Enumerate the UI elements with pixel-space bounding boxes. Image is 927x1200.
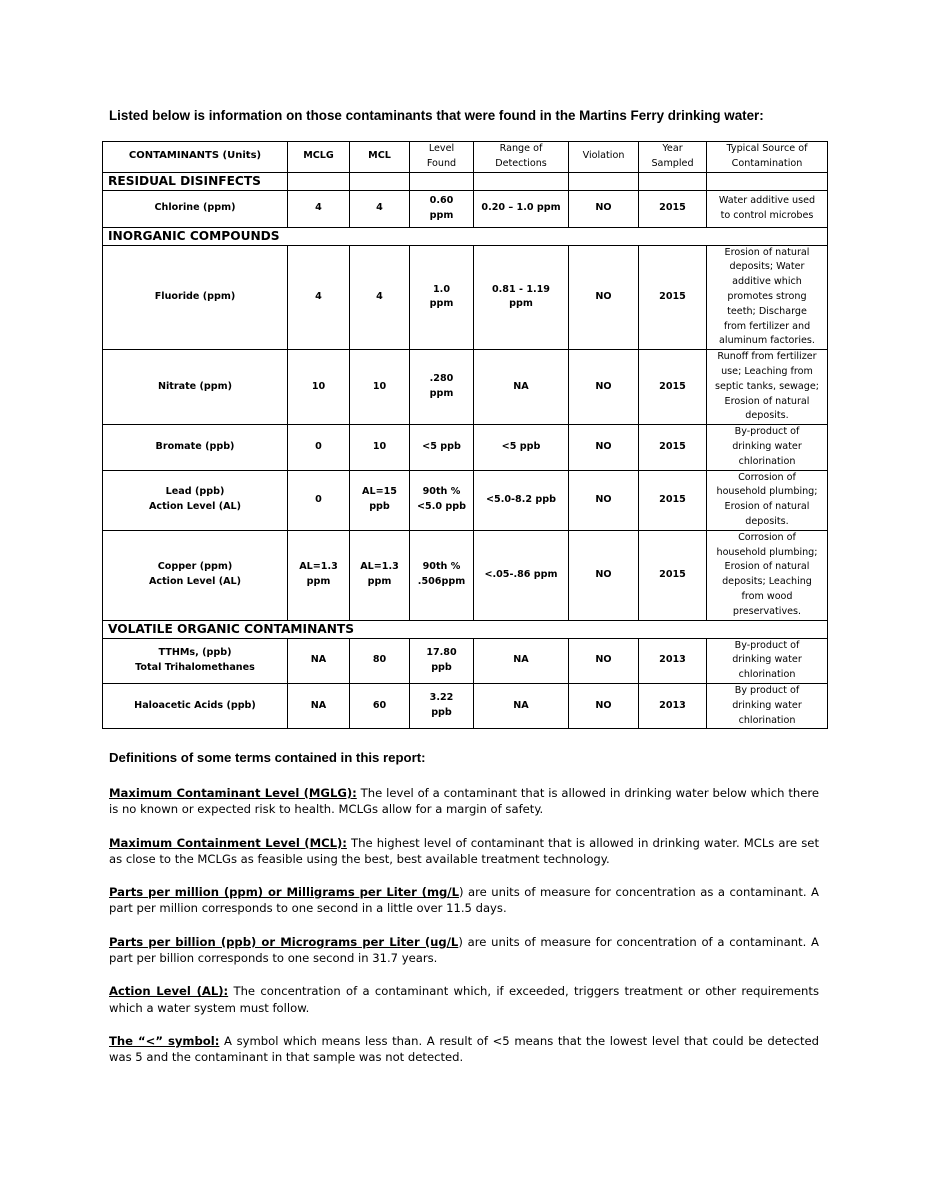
mcl-value-line: 10 [372, 440, 387, 452]
typical-source-line: drinking water [732, 440, 802, 452]
year-sampled: 2013 [639, 638, 707, 683]
header-level-line: Level [428, 143, 455, 154]
mcl-value [350, 425, 410, 470]
contaminant-name [103, 470, 288, 530]
header-mclg: MCLG [288, 142, 350, 173]
typical-source-line: By product of [734, 684, 800, 696]
level-found-line: ppb [431, 707, 452, 719]
header-year-line: Sampled [651, 157, 694, 169]
contaminant-name-line: TTHMs, (ppb) [158, 646, 232, 658]
range-of-detections-line: 0.20 – 1.0 ppm [481, 202, 561, 214]
mclg-value [288, 530, 350, 620]
mclg-value-line: AL=1.3 [299, 561, 338, 573]
range-of-detections [474, 190, 569, 227]
typical-source-line: teeth; Discharge [727, 305, 807, 317]
typical-source [707, 350, 828, 425]
definition-text: The highest level of contaminant that is allowed in drinking water. MCLs are set as close to the MCLGs as feasible using the best, best available treatment technology. [109, 835, 819, 866]
typical-source-line: drinking water [732, 654, 802, 666]
contaminant-name [103, 245, 288, 350]
definitions-list [109, 785, 819, 1066]
range-of-detections-line: NA [513, 699, 529, 711]
section-row-residual [103, 172, 828, 190]
typical-source-line: Erosion of natural [724, 246, 810, 258]
empty-cell [639, 172, 707, 190]
definition-item [109, 785, 819, 818]
empty-cell [410, 172, 474, 190]
table-header-row [103, 142, 828, 173]
contaminant-name [103, 638, 288, 683]
table-row [103, 470, 828, 530]
level-found-line: 3.22 [429, 692, 454, 704]
level-found-line: 90th % [422, 486, 461, 498]
level-found-line: ppm [429, 298, 454, 310]
mclg-value [288, 425, 350, 470]
contaminant-name-line: Total Trihalomethanes [135, 661, 255, 673]
typical-source-line: deposits. [745, 410, 789, 422]
range-of-detections [474, 470, 569, 530]
contaminant-name [103, 530, 288, 620]
mcl-value-line: 10 [372, 380, 387, 392]
level-found-line: ppb [431, 661, 452, 673]
section-label: INORGANIC COMPOUNDS [103, 227, 828, 245]
typical-source-line: By-product of [734, 426, 800, 438]
mclg-value-line: NA [310, 699, 327, 711]
table-row [103, 638, 828, 683]
violation-value: NO [569, 530, 639, 620]
violation-value: NO [569, 638, 639, 683]
typical-source-line: household plumbing; [716, 546, 818, 558]
mclg-value [288, 470, 350, 530]
contaminant-name-line: Copper (ppm) [157, 561, 233, 573]
level-found-line: <5 ppb [422, 440, 461, 452]
definition-item [109, 1033, 819, 1066]
definition-item [109, 983, 819, 1016]
definition-text: The level of a contaminant that is allowed in drinking water below which there is no known or expected risk to health. MCLGs allow for a margin of safety. [109, 786, 819, 817]
range-of-detections-line: NA [513, 380, 529, 392]
level-found-line: <5.0 ppb [417, 501, 466, 513]
header-source-line: Typical Source of [726, 143, 808, 154]
typical-source-line: use; Leaching from [721, 365, 813, 377]
typical-source [707, 470, 828, 530]
definition-text: A symbol which means less than. A result of <5 means that the lowest level that could be detected was 5 and the contaminant in that sample was not detected. [109, 1033, 819, 1065]
table-row [103, 245, 828, 350]
header-range-line: Detections [495, 157, 547, 169]
year-sampled: 2015 [639, 470, 707, 530]
empty-cell [707, 172, 828, 190]
definitions-title: Definitions of some terms contained in this report: [109, 750, 426, 765]
mclg-value-line: 0 [315, 440, 322, 452]
mclg-value [288, 350, 350, 425]
contaminant-name [103, 350, 288, 425]
mcl-value [350, 638, 410, 683]
typical-source [707, 638, 828, 683]
mcl-value [350, 190, 410, 227]
typical-source-line: deposits; Water [729, 261, 805, 273]
header-range [474, 142, 569, 173]
page-heading: Listed below is information on those contaminants that were found in the Martins Ferry drinking water: [109, 108, 764, 123]
year-sampled: 2013 [639, 683, 707, 728]
typical-source-line: Runoff from fertilizer [717, 351, 817, 363]
typical-source-line: aluminum factories. [719, 335, 815, 347]
range-of-detections-line: 0.81 - 1.19 [491, 283, 550, 295]
header-range-line: Range of [499, 143, 543, 154]
mclg-value-line: 10 [311, 380, 326, 392]
contaminant-name-line: Action Level (AL) [148, 576, 242, 588]
section-label: VOLATILE ORGANIC CONTAMINANTS [103, 620, 828, 638]
table-row [103, 425, 828, 470]
range-of-detections-line: <5 ppb [501, 440, 541, 452]
definitions-section [109, 748, 819, 1083]
level-found [410, 683, 474, 728]
mclg-value [288, 190, 350, 227]
definition-term: Maximum Contaminant Level (MGLG): [109, 786, 357, 800]
range-of-detections [474, 638, 569, 683]
section-row-inorganic [103, 227, 828, 245]
level-found-line: 1.0 [433, 283, 450, 295]
contaminant-name-line: Lead (ppb) [165, 486, 225, 498]
level-found-line: .280 [429, 373, 454, 385]
typical-source-line: to control microbes [720, 209, 814, 221]
definition-text: The concentration of a contaminant which, if exceeded, triggers treatment or other requirements which a water system must follow. [109, 984, 819, 1015]
contaminant-name-line: Action Level (AL) [148, 501, 242, 513]
typical-source [707, 245, 828, 350]
range-of-detections-line: <.05-.86 ppm [484, 568, 558, 580]
typical-source-line: household plumbing; [716, 486, 818, 498]
table-row [103, 190, 828, 227]
typical-source-line: deposits. [745, 515, 789, 527]
violation-value: NO [569, 350, 639, 425]
definition-item [109, 884, 819, 917]
typical-source-line: Erosion of natural [724, 395, 810, 407]
level-found [410, 638, 474, 683]
typical-source [707, 425, 828, 470]
table-row [103, 530, 828, 620]
mcl-value [350, 245, 410, 350]
header-mcl: MCL [350, 142, 410, 173]
mcl-value-line: AL=1.3 [360, 561, 399, 573]
typical-source-line: preservatives. [732, 605, 802, 617]
typical-source-line: chlorination [738, 714, 796, 726]
level-found-line: 0.60 [429, 194, 454, 206]
violation-value: NO [569, 245, 639, 350]
contaminant-name-line: Bromate (ppb) [155, 440, 235, 452]
definition-term: Action Level (AL): [109, 984, 229, 999]
typical-source-line: By-product of [734, 639, 800, 651]
definition-term: Parts per billion (ppb) or Micrograms per Liter (ug/L [109, 934, 459, 949]
mcl-value [350, 350, 410, 425]
header-level [410, 142, 474, 173]
typical-source-line: drinking water [732, 699, 802, 711]
typical-source-line: chlorination [738, 669, 796, 681]
definition-term: Maximum Containment Level (MCL): [109, 835, 347, 850]
empty-cell [288, 172, 350, 190]
header-level-line: Found [426, 157, 457, 169]
header-year [639, 142, 707, 173]
header-violation: Violation [569, 142, 639, 173]
typical-source-line: Water additive used [718, 194, 816, 206]
mcl-value-line: ppb [369, 501, 390, 513]
mcl-value-line: AL=15 [362, 486, 397, 498]
definition-text: ) are units of measure for concentration as a contaminant. A part per million corresponds to one second in a little over 11.5 days. [109, 885, 819, 916]
contaminants-table [102, 141, 828, 729]
mcl-value-line: 4 [376, 202, 383, 214]
typical-source-line: promotes strong [727, 290, 807, 302]
contaminant-name [103, 190, 288, 227]
mcl-value-line: ppm [367, 576, 392, 588]
mcl-value-line: 4 [376, 290, 383, 302]
typical-source-line: Corrosion of [738, 471, 796, 483]
year-sampled: 2015 [639, 425, 707, 470]
mclg-value [288, 245, 350, 350]
header-source [707, 142, 828, 173]
year-sampled: 2015 [639, 245, 707, 350]
year-sampled: 2015 [639, 530, 707, 620]
contaminant-name-line: Haloacetic Acids (ppb) [134, 699, 256, 711]
typical-source-line: Erosion of natural [724, 501, 810, 513]
mclg-value-line: ppm [306, 576, 331, 588]
level-found-line: 90th % [422, 561, 461, 573]
section-label: RESIDUAL DISINFECTS [103, 172, 288, 190]
typical-source-line: deposits; Leaching [722, 576, 812, 588]
contaminant-name-line: Fluoride (ppm) [154, 290, 236, 302]
mclg-value-line: NA [310, 654, 327, 666]
level-found [410, 470, 474, 530]
empty-cell [569, 172, 639, 190]
typical-source-line: chlorination [738, 455, 796, 467]
empty-cell [350, 172, 410, 190]
mcl-value-line: 80 [372, 654, 387, 666]
header-year-line: Year [662, 143, 683, 154]
range-of-detections [474, 530, 569, 620]
typical-source-line: from fertilizer and [723, 320, 811, 332]
typical-source-line: Corrosion of [738, 531, 796, 543]
mclg-value-line: 4 [315, 202, 322, 214]
definition-term: The “<” symbol: [109, 1033, 220, 1048]
mcl-value [350, 683, 410, 728]
year-sampled: 2015 [639, 190, 707, 227]
definition-term: Parts per million (ppm) or Milligrams per Liter (mg/L [109, 885, 459, 900]
range-of-detections [474, 245, 569, 350]
level-found [410, 245, 474, 350]
definition-text: ) are units of measure for concentration of a contaminant. A part per billion corresponds to one second in 31.7 years. [109, 934, 819, 966]
range-of-detections-line: NA [513, 654, 529, 666]
table-body [103, 172, 828, 729]
violation-value: NO [569, 190, 639, 227]
mclg-value-line: 0 [315, 493, 322, 505]
range-of-detections-line: ppm [509, 298, 533, 310]
mcl-value [350, 470, 410, 530]
typical-source-line: Erosion of natural [724, 561, 810, 573]
level-found [410, 350, 474, 425]
typical-source-line: from wood [741, 590, 793, 602]
table-row [103, 350, 828, 425]
level-found-line: .506ppm [417, 576, 466, 588]
year-sampled: 2015 [639, 350, 707, 425]
level-found-line: 17.80 [426, 646, 457, 658]
definition-item [109, 934, 819, 967]
range-of-detections [474, 425, 569, 470]
contaminant-name-line: Chlorine (ppm) [154, 202, 236, 214]
empty-cell [474, 172, 569, 190]
section-row-volatile [103, 620, 828, 638]
typical-source-line: septic tanks, sewage; [715, 380, 819, 392]
level-found [410, 425, 474, 470]
range-of-detections-line: <5.0-8.2 ppb [486, 493, 556, 505]
typical-source [707, 683, 828, 728]
mclg-value-line: 4 [315, 290, 322, 302]
mclg-value [288, 638, 350, 683]
range-of-detections [474, 683, 569, 728]
level-found-line: ppm [429, 388, 454, 400]
typical-source [707, 530, 828, 620]
mcl-value-line: 60 [372, 699, 387, 711]
typical-source [707, 190, 828, 227]
violation-value: NO [569, 425, 639, 470]
table-row [103, 683, 828, 728]
header-source-line: Contamination [731, 157, 803, 169]
violation-value: NO [569, 470, 639, 530]
header-contaminant: CONTAMINANTS (Units) [103, 142, 288, 173]
definition-item [109, 835, 819, 868]
level-found [410, 530, 474, 620]
mcl-value [350, 530, 410, 620]
level-found [410, 190, 474, 227]
contaminant-name [103, 683, 288, 728]
level-found-line: ppm [429, 209, 454, 221]
range-of-detections [474, 350, 569, 425]
contaminant-name [103, 425, 288, 470]
violation-value: NO [569, 683, 639, 728]
mclg-value [288, 683, 350, 728]
contaminant-name-line: Nitrate (ppm) [157, 380, 233, 392]
typical-source-line: additive which [732, 276, 802, 288]
